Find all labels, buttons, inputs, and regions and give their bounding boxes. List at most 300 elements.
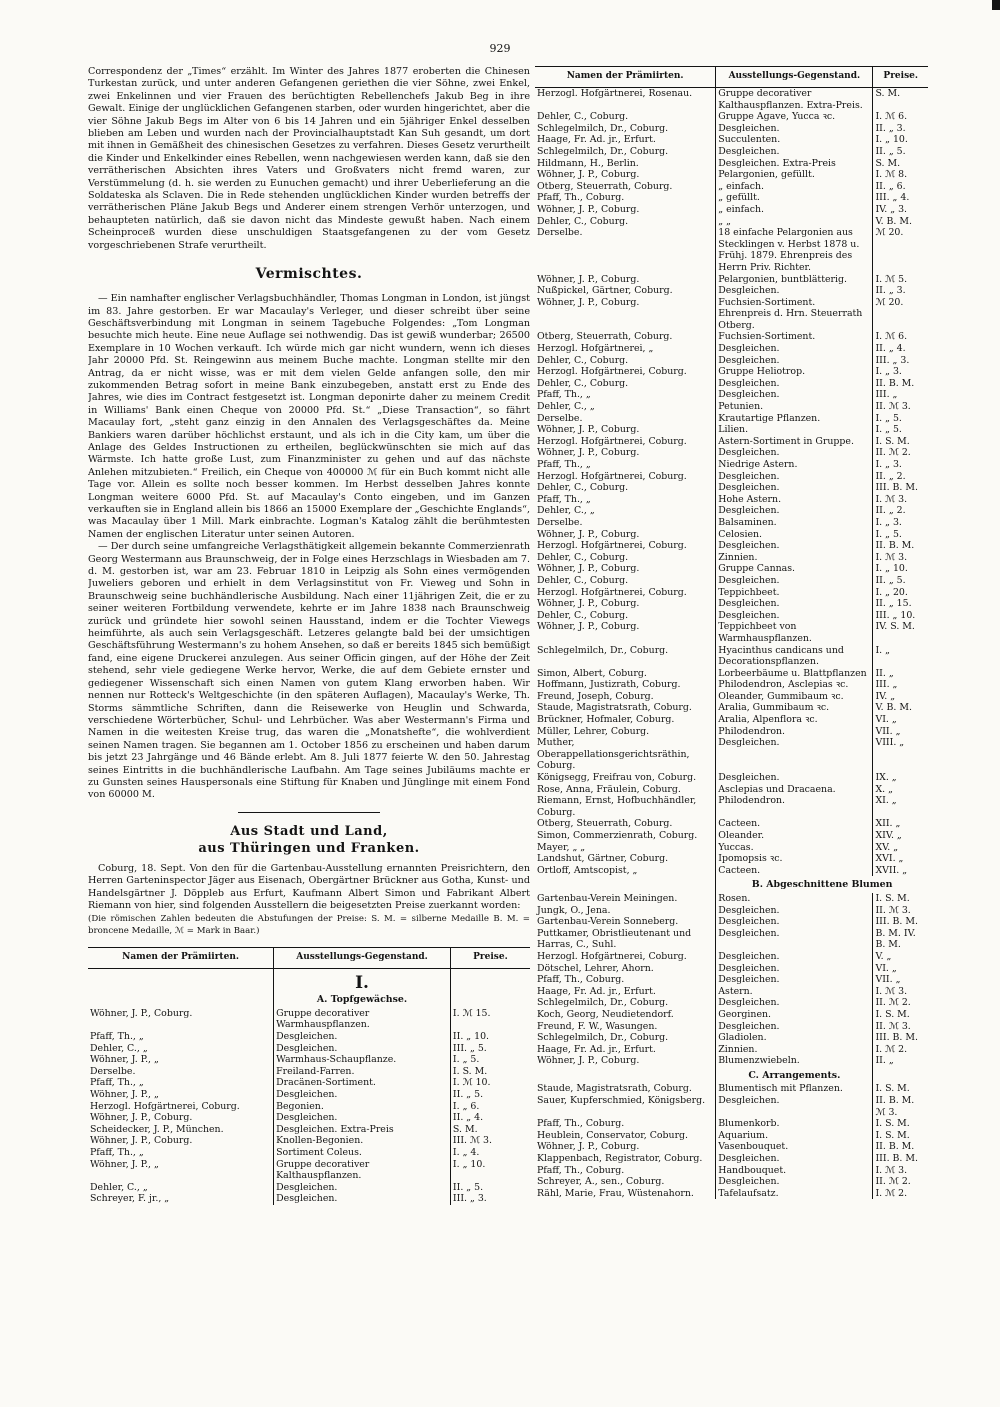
table-row	[535, 951, 928, 963]
prizewinner-name: Dötschel, Lehrer, Ahorn.	[537, 962, 654, 974]
prizewinner-name: Königsegg, Freifrau von, Coburg.	[537, 772, 697, 784]
table-row	[88, 1077, 530, 1089]
table-row	[535, 1095, 928, 1118]
table-row	[535, 436, 928, 448]
prizewinner-name: Sauer, Kupferschmied, Königsberg.	[537, 1095, 706, 1107]
prize-value: I. ℳ 3.	[873, 1165, 928, 1177]
exhibit-object: Desgleichen.	[716, 471, 873, 483]
exhibit-object: Hohe Astern.	[716, 494, 873, 506]
prizewinner-name: Dehler, C., Coburg.	[537, 609, 629, 621]
exhibit-object: Zinnien.	[716, 552, 873, 564]
prize-value: I. S. M.	[873, 1130, 928, 1142]
table-row	[535, 169, 928, 181]
prize-value: I. S. M.	[873, 436, 928, 448]
table-row	[535, 853, 928, 865]
exhibit-object: Desgleichen.	[716, 1021, 873, 1033]
prize-value: XVII. „	[873, 865, 928, 877]
westermann-article: — Der durch seine umfangreiche Verlagsthätigkeit allgemein bekannte Commerzienrath Georg Westermann aus Braunschweig, der in Folge eines Herzschlags in Wiesbaden am 7. d. M. gestorben ist, war am 23. Februar 1810 in Leipzig als Sohn eines vermögenden Juweliers geboren und erhielt in dem Verlagsinstitut von Fr. Vieweg und Sohn in Braunschweig seine buchhändlerische Ausbildung. Nach einer 11jährigen Zeit, die er zu seiner weiteren Fortbildung verwendete, kehrte er im Jahre 1838 nach Braunschweig zurück und gründete hier sowohl seinen Hausstand, indem er die Tochter Viewegs heimführte, als auch sein Verlagsgeschäft. Letzeres gelangte bald bei der umsichtigen Geschäftsführung Westermann's zu hohem Ansehen, so daß er bereits 1845 sich bemüßigt fand, eine eigene Druckerei anzulegen. Aus seiner Officin gingen, auf der Höhe der Zeit stehend, sehr viele gediegene Werke hervor, Werke, die auf dem Gebiete ernster und gediegener Wissenschaft sich einen Namen von gutem Klang erworben haben. Wir nennen nur Rotteck's Weltgeschichte (in den späteren Auflagen), Macaulay's Werke, Th. Storms sämmtliche Schriften, dann die Reisewerke von Heuglin und Schwarda, verschiedene Wörterbücher, Schul- und Lehrbücher. Was aber Westermann's Firma und Namen in die weitesten Kreise trug, das waren die „Monatshefte“, die wohlverdient seinen Namen tragen. Sie begannen am 1. October 1856 zu erscheinen und haben darum bis jetzt 23 Jahrgänge und 46 Bände erlebt. Am 8. Juli 1877 feierte W. den 50. Jahrestag seines Eintritts in die buchhändlerische Laufbahn. Am Tage seines Jubiläums machte er zu Gunsten seines Hauspersonals eine Stiftung für Knaben und Jünglinge mit einem Fond von 60000 M.	[88, 541, 530, 801]
prizewinner-name: Otberg, Steuerrath, Coburg.	[537, 331, 673, 343]
prizewinner-name: Pfaff, Th., Coburg.	[537, 974, 625, 986]
prize-value: S. M.	[873, 158, 928, 170]
table-row	[535, 146, 928, 158]
exhibit-object: Desgleichen.	[716, 916, 873, 928]
prizewinner-name: Dehler, C., Coburg.	[537, 574, 629, 586]
prize-value: II. „ 2.	[873, 471, 928, 483]
table-row	[535, 552, 928, 564]
prize-value: II. „ 15.	[873, 598, 928, 610]
exhibit-object: Astern-Sortiment in Gruppe.	[716, 436, 873, 448]
prizewinner-name: Freund, Joseph, Coburg.	[537, 690, 654, 702]
prizewinner-name: Pfaff, Th., Coburg.	[537, 1118, 625, 1130]
prize-value: XI. „	[873, 795, 928, 818]
awards-table-right	[535, 66, 928, 1199]
prize-value: I. ℳ 15.	[450, 1008, 530, 1031]
table-row	[88, 1112, 530, 1124]
exhibit-object: Desgleichen.	[716, 772, 873, 784]
coburg-report: Coburg, 18. Sept. Von den für die Gartenbau-Ausstellung ernannten Preisrichtern, den Herren Garteninspector Jäger aus Eisenach, Obergärtner Brückner aus Gotha, Kunst- und Handelsgärtner J. Döppleb aus Erfurt, Kaufmann Albert Simon und Fabrikant Albert Riemann von hier, sind folgenden Ausstellern die beigesetzten Preise zuerkannt worden:	[88, 862, 530, 911]
longman-article: — Ein namhafter englischer Verlagsbuchhändler, Thomas Longman in London, ist jüngst im 83. Jahre gestorben. Er war Macaulay's Verleger, und dieser schreibt über seine Geschäftsverbindung mit Longman in seinem Tagebuche Folgendes: „Tom Longman besuchte mich heute. Eine neue Auflage sei nothwendig. Das ist gewiß wunderbar; 26500 Exemplare in 10 Wochen verkauft. Ich würde mich gar nicht wundern, wenn ich dieses Jahr 20000 Pfd. St. Reingewinn aus meinem Buche machte. Longman stellte mir den Antrag, da er nicht wisse, was er mit dem vielen Gelde anfangen solle, den mir zukommenden Betrag sofort in meine Bank einzubegeben, anstatt erst zu Ende des Jahres, wie dies im Contract festgesetzt ist. Longman deponirte daher zu meinem Credit in Williams' Bank einen Cheque von 20000 Pfd. St.“ „Diese Transaction“, so fährt Macaulay fort, „steht ganz einzig in den Annalen des Verlagsgeschäftes da. Meine Bankiers waren darüber höchlichst erstaunt, und als ich in die City kam, um über die Anlage des Geldes Instructionen zu ertheilen, beglückwünschten sie mich auf das Wärmste. Ich hatte große Lust, zum Finanzminister zu gehen und auf das nächste Anlehen mitzubieten.“ Freilich, ein Cheque von 400000 ℳ für ein Buch kommt nicht alle Tage vor. Allein es sollte noch besser kommen. Im Herbst desselben Jahres konnte Longman weitere 6000 Pfd. St. auf Macaulay's Conto eingeben, und im Ganzen verkauften sie in England allein bis 1866 an 15000 Exemplare der „Geschichte Englands“, was Macaulay über 1 Mill. Mark einbrachte. Logman's Katalog zählt die berühmtesten Namen der englischen Literatur unter seinen Autoren.	[88, 293, 530, 540]
prizewinner-name: Simon, Albert, Coburg.	[537, 667, 647, 679]
prizewinner-name: Pfaff, Th., „	[90, 1077, 144, 1089]
table-row	[535, 865, 928, 877]
exhibit-object: Desgleichen.	[716, 963, 873, 975]
exhibit-object: Desgleichen.	[716, 1176, 873, 1188]
table-row	[88, 1043, 530, 1055]
table-row	[535, 963, 928, 975]
column-header-name: Namen der Prämiirten.	[535, 67, 716, 88]
exhibit-object: Desgleichen.	[716, 905, 873, 917]
exhibit-object: Desgleichen.	[716, 378, 873, 390]
exhibit-object: Gruppe Agave, Yucca ꝛc.	[716, 111, 873, 123]
prizewinner-name: Otberg, Steuerrath, Coburg.	[537, 818, 673, 830]
column-header-name: Namen der Prämiirten.	[88, 948, 274, 969]
exhibit-object: „ einfach.	[716, 181, 873, 193]
prize-value: I. „ 6.	[450, 1101, 530, 1113]
prize-value: I. S. M.	[873, 1009, 928, 1021]
prize-value: II. „ 6.	[873, 181, 928, 193]
prize-value: III. „ 3.	[873, 355, 928, 367]
times-article: Correspondenz der „Times“ erzählt. Im Winter des Jahres 1877 eroberten die Chinesen Turkestan zurück, und unter anderen Gefangenen geriethen die vier Söhne, zwei Enkel, zwei Enkelinnen und vier Frauen des berüchtigten Rebellenchefs Jakub Beg in ihre Gewalt. Einige der unglücklichen Gefangenen starben, oder wurden hingerichtet, aber die vier Söhne Jakub Begs im Alter von 6 bis 14 Jahren und ein 5jähriger Enkel desselben blieben am Leben und wurden nach der Provincialhauptstadt Kan Suh gesandt, um dort mit ihnen in Gemäßheit des chinesischen Gesetzes zu verfahren. Dieses Gesetz verurtheilt die Kinder und Enkelkinder eines Rebellen, wenn nachgewiesen werden kann, daß sie den verrätherischen Absichten ihres Vaters und Großvaters nicht fremd waren, zur Verstümmelung (d. h. sie werden zu Eunuchen gemacht) und ihrer Ueberlieferung an die Soldateska als Sclaven. Die in Rede stehenden unglücklichen Kinder wurden betreffs der verrätherischen Pläne Jakub Begs und Anderer einem strengen Verhör unterzogen, und behaupteten natürlich, daß sie davon nicht das Mindeste gewußt haben. Nach einem Scheinproceß wurden diese unschuldigen Staatsgefangenen zu der vom Gesetz vorgeschriebenen Strafe verurtheilt.	[88, 66, 530, 251]
prize-value: II. „ 4.	[450, 1112, 530, 1124]
table-row	[535, 1153, 928, 1165]
exhibit-object: Balsaminen.	[716, 517, 873, 529]
table-row	[535, 1021, 928, 1033]
exhibit-object: Desgleichen.	[716, 447, 873, 459]
table-row	[88, 1182, 530, 1194]
prize-value: I. S. M.	[450, 1066, 530, 1078]
exhibit-object: Desgleichen.	[716, 610, 873, 622]
prizewinner-name: Herzogl. Hofgärtnerei, Coburg.	[90, 1100, 240, 1112]
exhibit-object: „ „	[716, 216, 873, 228]
table-row	[535, 795, 928, 818]
table-row	[535, 111, 928, 123]
prize-value: IX. „	[873, 772, 928, 784]
prizewinner-name: Herzogl. Hofgärtnerei, Coburg.	[537, 540, 687, 552]
table-row	[535, 563, 928, 575]
exhibit-object: Sortiment Coleus.	[274, 1147, 451, 1159]
table-row	[535, 88, 928, 112]
exhibit-object: Desgleichen.	[716, 540, 873, 552]
exhibit-object: Fuchsien-Sortiment. Ehrenpreis d. Hrn. Steuerrath Otberg.	[716, 297, 873, 332]
prizewinner-name: Klappenbach, Registrator, Coburg.	[537, 1153, 703, 1165]
exhibit-object: Teppichbeet.	[716, 587, 873, 599]
prizewinner-name: Wöhner, J. P., Coburg.	[537, 447, 640, 459]
exhibit-object: Tafelaufsatz.	[716, 1188, 873, 1200]
prizewinner-name: Mayer, „ „	[537, 841, 586, 853]
table-row	[88, 1089, 530, 1101]
prizewinner-name: Pfaff, Th., „	[537, 459, 591, 470]
prize-value: I. S. M.	[873, 893, 928, 905]
prizewinner-name: Heublein, Conservator, Coburg.	[537, 1129, 689, 1141]
prize-value: I. ℳ 2.	[873, 1044, 928, 1056]
exhibit-object: Philodendron.	[716, 795, 873, 818]
prizewinner-name: Rähl, Marie, Frau, Wüstenahorn.	[537, 1187, 694, 1199]
prizewinner-name: Pfaff, Th., „	[537, 493, 591, 505]
table-row	[535, 1141, 928, 1153]
prize-value: I. „ 5.	[873, 413, 928, 425]
prize-value: I. „ 5.	[873, 424, 928, 436]
table-row	[535, 505, 928, 517]
prizewinner-name: Derselbe.	[537, 227, 583, 239]
prizewinner-name: Freund, F. W., Wasungen.	[537, 1020, 658, 1032]
left-column	[88, 66, 530, 1376]
table-row	[535, 123, 928, 135]
table-row	[535, 974, 928, 986]
table-row	[535, 714, 928, 726]
exhibit-object: Teppichbeet von Warmhauspflanzen.	[716, 621, 873, 644]
exhibit-object: Celosien.	[716, 529, 873, 541]
exhibit-object: Cacteen.	[716, 818, 873, 830]
prizewinner-name: Rose, Anna, Fräulein, Coburg.	[537, 783, 681, 795]
table-row	[535, 1130, 928, 1142]
exhibit-object: „ gefüllt.	[716, 192, 873, 204]
prizewinner-name: Wöhner, J. P., „	[90, 1158, 159, 1170]
prizewinner-name: Pfaff, Th., „	[90, 1030, 144, 1042]
exhibit-object: Astern.	[716, 986, 873, 998]
prizewinner-name: Schlegelmilch, Dr., Coburg.	[537, 644, 669, 656]
table-row	[88, 1031, 530, 1043]
prize-value: XVI. „	[873, 853, 928, 865]
prizewinner-name: Scheidecker, J. P., München.	[90, 1123, 224, 1135]
exhibit-object: Desgleichen.	[716, 575, 873, 587]
table-row	[535, 587, 928, 599]
prize-value: I. ℳ 10.	[450, 1077, 530, 1089]
prizewinner-name: Hoffmann, Justizrath, Coburg.	[537, 679, 681, 691]
prize-value: X. „	[873, 784, 928, 796]
prizewinner-name: Dehler, C., Coburg.	[537, 111, 629, 123]
exhibit-object: Ipomopsis ꝛc.	[716, 853, 873, 865]
prize-value: II. ℳ 2.	[873, 1176, 928, 1188]
prize-value: I. ℳ 8.	[873, 169, 928, 181]
table-row	[535, 134, 928, 146]
exhibit-object: Gruppe Cannas.	[716, 563, 873, 575]
prizewinner-name: Ortloff, Amtscopist, „	[537, 864, 638, 876]
prize-value: II. „ 3.	[873, 285, 928, 297]
prizewinner-name: Herzogl. Hofgärtnerei, Coburg.	[537, 435, 687, 447]
exhibit-object: Desgleichen.	[716, 123, 873, 135]
prize-value: III. „	[873, 679, 928, 691]
prizewinner-name: Pfaff, Th., Coburg.	[537, 192, 625, 204]
prize-value: I. ℳ 6.	[873, 111, 928, 123]
exhibit-object: Desgleichen.	[716, 285, 873, 297]
table-row	[535, 691, 928, 703]
prize-value: IV. S. M.	[873, 621, 928, 644]
prize-value: II. „ 5.	[450, 1182, 530, 1194]
prize-value: II. „ 2.	[873, 505, 928, 517]
column-header-prize: Preise.	[873, 67, 928, 88]
exhibit-object: Blumenzwiebeln.	[716, 1055, 873, 1067]
table-row	[535, 1044, 928, 1056]
exhibit-object: Gruppe decorativer Kalthauspflanzen.	[274, 1159, 451, 1182]
column-header-prize: Preise.	[450, 948, 530, 969]
prizewinner-name: Nußpickel, Gärtner, Coburg.	[537, 285, 673, 297]
exhibit-object: „ einfach.	[716, 204, 873, 216]
prize-value: S. M.	[873, 88, 928, 112]
prizewinner-name: Landshut, Gärtner, Coburg.	[537, 853, 669, 865]
exhibit-object: Philodendron.	[716, 726, 873, 738]
prize-value: I. S. M.	[873, 1083, 928, 1095]
table-row	[535, 928, 928, 951]
prize-legend-note: (Die römischen Zahlen bedeuten die Abstufungen der Preise: S. M. = silberne Medaille B. M. = broncene Medaille, ℳ = Mark in Baar.)	[88, 914, 530, 936]
exhibit-object: Desgleichen.	[716, 997, 873, 1009]
prizewinner-name: Müller, Lehrer, Coburg.	[537, 725, 650, 737]
prizewinner-name: Gartenbau-Verein Sonneberg.	[537, 916, 679, 928]
section-title-topfgewaechse: A. Topfgewächse.	[316, 994, 408, 1006]
section-divider	[238, 812, 380, 813]
exhibit-object: Begonien.	[274, 1101, 451, 1113]
prizewinner-name: Jungk, O., Jena.	[537, 904, 611, 916]
prize-value: VII. „	[873, 974, 928, 986]
prize-value: S. M.	[450, 1124, 530, 1136]
table-row	[535, 842, 928, 854]
table-row	[535, 343, 928, 355]
table-row	[535, 1188, 928, 1200]
exhibit-object: Vasenbouquet.	[716, 1141, 873, 1153]
exhibit-object: Desgleichen.	[274, 1043, 451, 1055]
prize-value: XV. „	[873, 842, 928, 854]
prize-value: VIII. „	[873, 737, 928, 772]
prize-value: IV. „	[873, 691, 928, 703]
prize-value: III. „ 3.	[450, 1193, 530, 1205]
table-row	[535, 679, 928, 691]
table-row	[535, 366, 928, 378]
prizewinner-name: Derselbe.	[537, 516, 583, 528]
exhibit-object: Oleander, Gummibaum ꝛc.	[716, 691, 873, 703]
exhibit-object: Desgleichen. Extra-Preis	[716, 158, 873, 170]
table-row	[88, 1054, 530, 1066]
exhibit-object: Oleander.	[716, 830, 873, 842]
prize-value: III. „ 10.	[873, 610, 928, 622]
prize-value: III. „	[873, 389, 928, 401]
exhibit-object: Gruppe decorativer Kalthauspflanzen. Extra-Preis.	[716, 88, 873, 112]
prizewinner-name: Haage, Fr. Ad. jr., Erfurt.	[537, 985, 656, 997]
table-row	[535, 830, 928, 842]
prize-value: II. ℳ 2.	[873, 447, 928, 459]
prize-value: II. ℳ 3.	[873, 905, 928, 917]
prize-value: XII. „	[873, 818, 928, 830]
table-row	[535, 575, 928, 587]
prizewinner-name: Derselbe.	[90, 1065, 136, 1077]
table-row	[535, 424, 928, 436]
prizewinner-name: Wöhner, J. P., Coburg.	[537, 528, 640, 540]
table-row	[535, 893, 928, 905]
table-row	[535, 447, 928, 459]
exhibit-object: Philodendron, Asclepias ꝛc.	[716, 679, 873, 691]
prizewinner-name: Herzogl. Hofgärtnerei, Rosenau.	[537, 88, 693, 99]
table-row	[535, 494, 928, 506]
prize-value: I. ℳ 3.	[873, 552, 928, 564]
prizewinner-name: Gartenbau-Verein Meiningen.	[537, 892, 678, 904]
prize-value: V. „	[873, 951, 928, 963]
prizewinner-name: Simon, Commerzienrath, Coburg.	[537, 830, 698, 841]
exhibit-object: Desgleichen. Extra-Preis	[274, 1124, 451, 1136]
table-row	[535, 297, 928, 332]
table-row	[535, 772, 928, 784]
exhibit-object: Desgleichen.	[716, 482, 873, 494]
prize-value: I. ℳ 2.	[873, 1188, 928, 1200]
prize-value: B. M. IV. B. M.	[873, 928, 928, 951]
prizewinner-name: Brückner, Hofmaler, Coburg.	[537, 714, 675, 726]
prize-value: XIV. „	[873, 830, 928, 842]
prizewinner-name: Dehler, C., Coburg.	[537, 551, 629, 563]
prizewinner-name: Pfaff, Th., Coburg.	[537, 1164, 625, 1176]
prize-value: VI. „	[873, 714, 928, 726]
prize-value: I. „ 4.	[450, 1147, 530, 1159]
exhibit-object: Gruppe decorativer Warmhauspflanzen.	[274, 1008, 451, 1031]
prize-value: III. „ 5.	[450, 1043, 530, 1055]
table-row	[535, 529, 928, 541]
exhibit-object: 18 einfache Pelargonien aus Stecklingen v. Herbst 1878 u. Frühj. 1879. Ehrenpreis des Herrn Priv. Richter.	[716, 227, 873, 273]
exhibit-object: Desgleichen.	[274, 1089, 451, 1101]
table-row	[535, 668, 928, 680]
prizewinner-name: Wöhner, J. P., Coburg.	[537, 273, 640, 285]
exhibit-object: Rosen.	[716, 893, 873, 905]
table-row	[88, 1147, 530, 1159]
exhibit-object: Desgleichen.	[716, 343, 873, 355]
table-row	[535, 1032, 928, 1044]
prize-value: I. ℳ 5.	[873, 274, 928, 286]
exhibit-object: Aquarium.	[716, 1130, 873, 1142]
prize-value: I. „ 3.	[873, 517, 928, 529]
exhibit-object: Lorbeerbäume u. Blattpflanzen	[716, 668, 873, 680]
prize-value: II. „ 10.	[450, 1031, 530, 1043]
table-row	[535, 997, 928, 1009]
table-row	[535, 621, 928, 644]
table-row	[88, 1135, 530, 1147]
table-row	[535, 784, 928, 796]
prizewinner-name: Haage, Fr. Ad. jr., Erfurt.	[537, 1043, 656, 1055]
exhibit-object: Blumenkorb.	[716, 1118, 873, 1130]
prize-value: I. „ 20.	[873, 587, 928, 599]
exhibit-object: Succulenten.	[716, 134, 873, 146]
prizewinner-name: Wöhner, J. P., Coburg.	[90, 1135, 193, 1147]
table-row	[535, 389, 928, 401]
prizewinner-name: Schlegelmilch, Dr., Coburg.	[537, 997, 669, 1009]
prize-value: I. „	[873, 645, 928, 668]
prizewinner-name: Riemann, Ernst, Hofbuchhändler, Coburg.	[537, 795, 697, 818]
prizewinner-name: Herzogl. Hofgärtnerei, Coburg.	[537, 950, 687, 962]
prize-value: II. ℳ 3.	[873, 401, 928, 413]
table-row	[535, 401, 928, 413]
table-row	[535, 471, 928, 483]
prizewinner-name: Dehler, C., „	[90, 1042, 148, 1054]
table-row	[535, 355, 928, 367]
prizewinner-name: Staude, Magistratsrath, Coburg.	[537, 702, 692, 714]
prize-value: II. ℳ 2.	[873, 997, 928, 1009]
exhibit-object: Desgleichen.	[716, 1153, 873, 1165]
exhibit-object: Lilien.	[716, 424, 873, 436]
exhibit-object: Aralia, Alpenflora ꝛc.	[716, 714, 873, 726]
prize-value: II. „	[873, 1055, 928, 1067]
prizewinner-name: Dehler, C., „	[537, 505, 595, 517]
exhibit-object: Gladiolen.	[716, 1032, 873, 1044]
exhibit-object: Desgleichen.	[716, 146, 873, 158]
prizewinner-name: Herzogl. Hofgärtnerei, Coburg.	[537, 470, 687, 482]
exhibit-object: Handbouquet.	[716, 1165, 873, 1177]
table-row	[88, 1066, 530, 1078]
exhibit-object: Aralia, Gummibaum ꝛc.	[716, 702, 873, 714]
prizewinner-name: Dehler, C., „	[537, 401, 595, 413]
exhibit-object: Warmhaus-Schaupflanze.	[274, 1054, 451, 1066]
prizewinner-name: Schreyer, A., sen., Coburg.	[537, 1176, 665, 1188]
table-row	[535, 1165, 928, 1177]
prizewinner-name: Staude, Magistratsrath, Coburg.	[537, 1083, 692, 1095]
exhibit-object: Hyacinthus candicans und Decorationspflanzen.	[716, 645, 873, 668]
exhibit-object: Desgleichen.	[716, 951, 873, 963]
prizewinner-name: Koch, Georg, Neudietendorf.	[537, 1008, 674, 1020]
exhibit-object: Desgleichen.	[274, 1112, 451, 1124]
prizewinner-name: Pfaff, Th., „	[90, 1146, 144, 1158]
column-header-object: Ausstellungs-Gegenstand.	[274, 948, 451, 969]
table-row	[88, 1008, 530, 1031]
table-row	[535, 645, 928, 668]
prize-value: III. B. M.	[873, 1032, 928, 1044]
prizewinner-name: Wöhner, J. P., „	[90, 1054, 159, 1066]
prize-value: II. B. M.	[873, 540, 928, 552]
prizewinner-name: Wöhner, J. P., Coburg.	[537, 1141, 640, 1153]
prize-value: IV. „ 3.	[873, 204, 928, 216]
prizewinner-name: Otberg, Steuerrath, Coburg.	[537, 180, 673, 192]
right-column	[535, 66, 928, 1376]
table-row	[535, 216, 928, 228]
exhibit-object: Desgleichen.	[274, 1193, 451, 1205]
table-row	[535, 181, 928, 193]
exhibit-object: Desgleichen.	[716, 928, 873, 951]
vermischtes-heading: Vermischtes.	[255, 266, 363, 283]
prizewinner-name: Wöhner, J. P., Coburg.	[537, 563, 640, 575]
prizewinner-name: Dehler, C., Coburg.	[537, 215, 629, 227]
prizewinner-name: Dehler, C., Coburg.	[537, 377, 629, 389]
table-row	[535, 331, 928, 343]
prizewinner-name: Herzogl. Hofgärtnerei, Coburg.	[537, 586, 687, 598]
exhibit-object: Georginen.	[716, 1009, 873, 1021]
prize-value: V. B. M.	[873, 702, 928, 714]
prizewinner-name: Hildmann, H., Berlin.	[537, 157, 639, 169]
exhibit-object: Niedrige Astern.	[716, 459, 873, 471]
exhibit-object: Pelargonien, gefüllt.	[716, 169, 873, 181]
table-row	[535, 1118, 928, 1130]
prizewinner-name: Dehler, C., Coburg.	[537, 354, 629, 366]
table-row	[535, 192, 928, 204]
prize-value: VI. „	[873, 963, 928, 975]
table-row	[535, 818, 928, 830]
table-row	[88, 1159, 530, 1182]
prizewinner-name: Wöhner, J. P., Coburg.	[90, 1007, 193, 1019]
prizewinner-name: Wöhner, J. P., Coburg.	[537, 296, 640, 308]
exhibit-object: Desgleichen.	[716, 1095, 873, 1118]
prize-value: I. „ 10.	[873, 563, 928, 575]
prizewinner-name: Dehler, C., Coburg.	[537, 482, 629, 494]
